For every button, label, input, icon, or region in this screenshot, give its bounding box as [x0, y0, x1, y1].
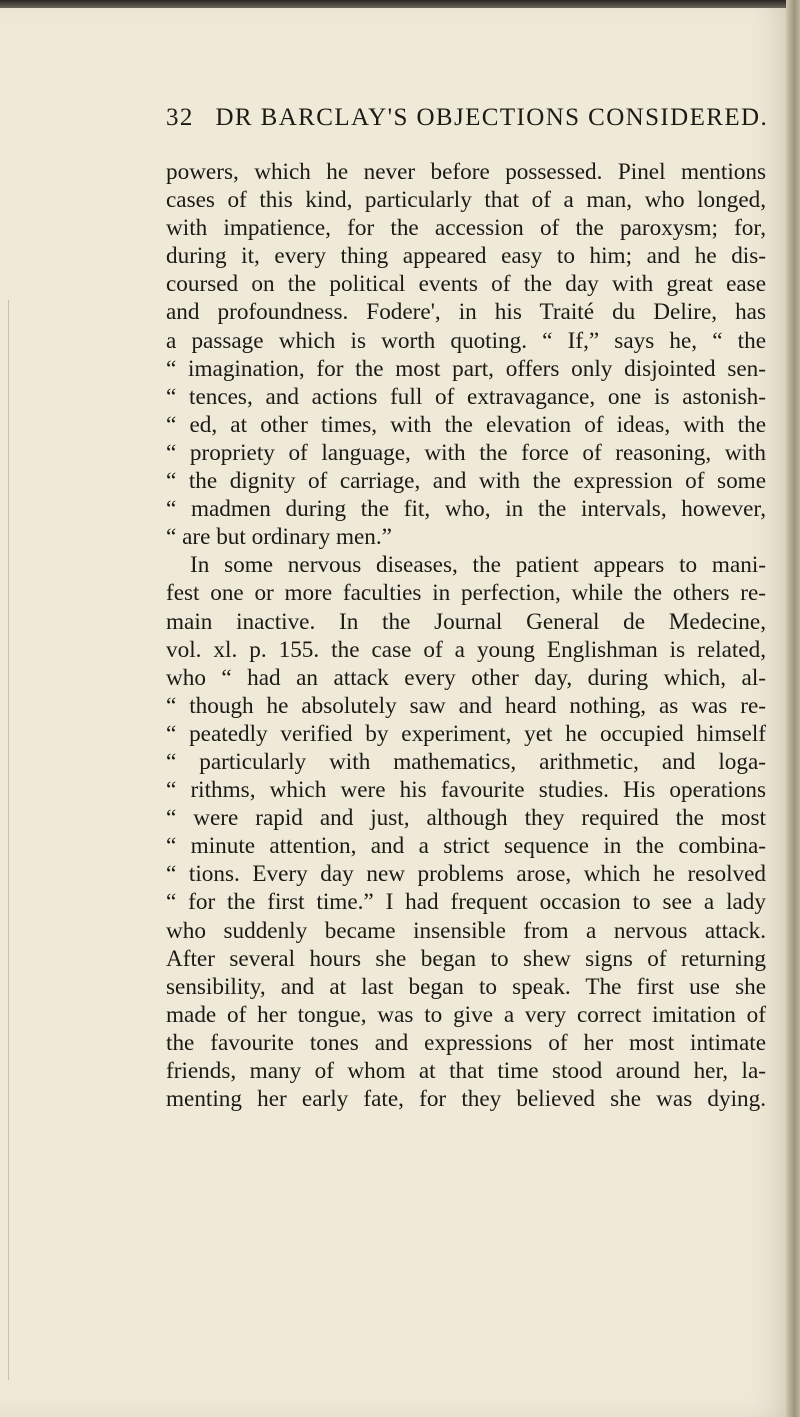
text-line: “ tences, and actions full of extravagance, one is astonish-: [166, 383, 766, 410]
top-edge-rule: [0, 0, 800, 8]
text-line: “ madmen during the fit, who, in the intervals, however,: [166, 496, 766, 523]
text-line: “ imagination, for the most part, offers only disjointed sen-: [166, 355, 766, 382]
text-line: “ though he absolutely saw and heard nothing, as was re-: [166, 692, 766, 719]
text-line: the favourite tones and expressions of her most intimate: [166, 1029, 766, 1056]
text-line: and profoundness. Fodere', in his Traité du Delire, has: [166, 299, 766, 326]
text-line: “ were rapid and just, although they required the most: [166, 805, 766, 832]
text-line: cases of this kind, particularly that of a man, who longed,: [166, 187, 766, 214]
page-number: 32: [166, 104, 194, 131]
text-line: sensibility, and at last began to speak. The first use she: [166, 973, 766, 1000]
text-line: with impatience, for the accession of the paroxysm; for,: [166, 215, 766, 242]
text-line: “ ed, at other times, with the elevation of ideas, with the: [166, 411, 766, 438]
text-line: friends, many of whom at that time stood around her, la-: [166, 1058, 766, 1084]
text-line: coursed on the political events of the day with great ease: [166, 271, 766, 298]
text-line: fest one or more faculties in perfection, while the others re-: [166, 580, 766, 607]
running-title: DR BARCLAY'S OBJECTIONS CONSIDERED.: [215, 104, 769, 131]
margin-line: [8, 300, 9, 1380]
body-text: [166, 158, 766, 1113]
text-line: vol. xl. p. 155. the case of a young Englishman is related,: [166, 636, 766, 663]
text-line: After several hours she began to shew signs of returning: [166, 945, 766, 972]
text-line: In some nervous diseases, the patient appears to mani-: [190, 552, 766, 579]
text-line: main inactive. In the Journal General de Medecine,: [166, 608, 766, 635]
text-line: “ the dignity of carriage, and with the expression of some: [166, 468, 766, 495]
text-line: “ tions. Every day new problems arose, which he resolved: [166, 861, 766, 888]
text-line: a passage which is worth quoting. “ If,” says he, “ the: [166, 327, 766, 354]
text-line: “ peatedly verified by experiment, yet he occupied himself: [166, 720, 766, 747]
text-line: menting her early fate, for they believed she was dying.: [166, 1086, 766, 1113]
text-line: made of her tongue, was to give a very correct imitation of: [166, 1001, 766, 1028]
text-line: “ are but ordinary men.”: [166, 524, 392, 551]
text-line: “ propriety of language, with the force of reasoning, with: [166, 439, 766, 466]
text-line: “ rithms, which were his favourite studies. His operations: [166, 777, 766, 804]
running-header: [166, 104, 786, 132]
text-line: “ for the first time.” I had frequent occasion to see a lady: [166, 889, 766, 916]
page-edge-shadow: [786, 0, 800, 1417]
text-line: during it, every thing appeared easy to him; and he dis-: [166, 243, 766, 270]
text-line: who “ had an attack every other day, during which, al-: [166, 664, 766, 691]
text-line: who suddenly became insensible from a nervous attack.: [166, 917, 766, 944]
text-line: “ particularly with mathematics, arithmetic, and loga-: [166, 748, 766, 775]
text-line: “ minute attention, and a strict sequence in the combina-: [166, 833, 766, 860]
text-line: powers, which he never before possessed. Pinel mentions: [166, 159, 766, 185]
